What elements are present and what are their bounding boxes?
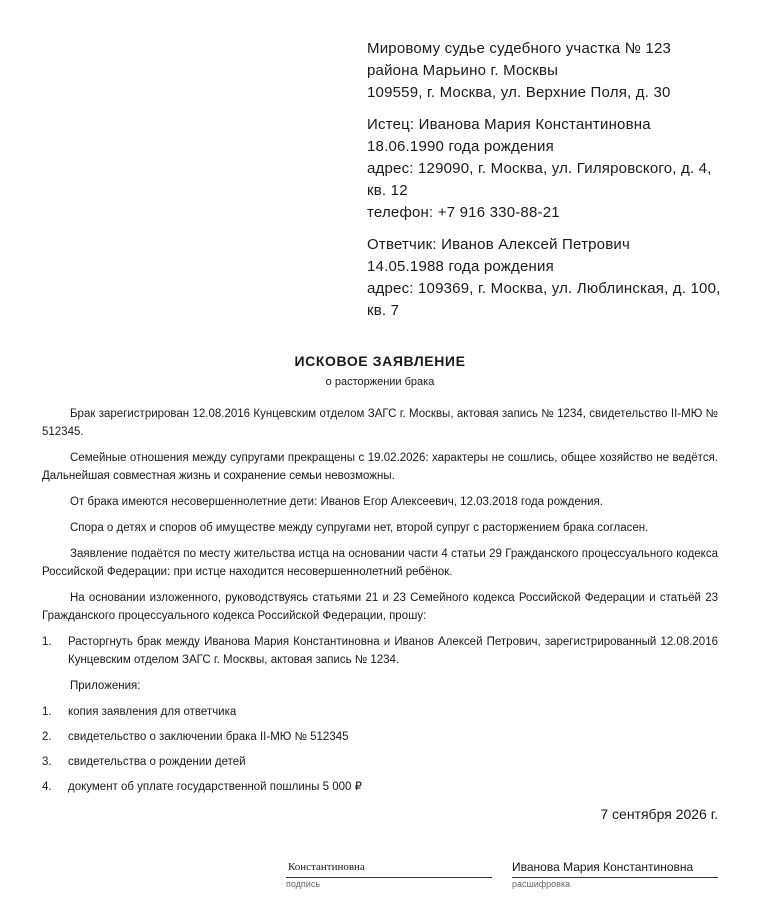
attachment-text: документ об уплате государственной пошлины 5 000 ₽ [68,781,362,793]
attachment-text: свидетельства о рождении детей [68,756,246,768]
request-number: 1. [42,636,52,648]
court-line: 109559, г. Москва, ул. Верхние Поля, д. 30 [367,84,671,101]
name-caption: расшифровка [512,879,571,889]
request-text: Расторгнуть брак между Иванова Мария Константиновна и Иванов Алексей Петрович, зарегистрированный 12.08.2016 Кунцевским отделом ЗАГС г. Москвы, актовая запись № 1234. [68,636,718,666]
attachments-heading: Приложения: [70,680,141,692]
signature-field [286,858,492,889]
plaintiff-line: 18.06.1990 года рождения [367,138,554,155]
defendant-block [367,234,727,322]
name-line: Иванова Мария Константиновна [512,858,718,878]
attachment-number: 1. [42,706,52,718]
document-header [367,38,727,332]
document-title: ИСКОВОЕ ЗАЯВЛЕНИЕ [294,353,466,369]
plaintiff-block [367,114,727,224]
attachment-item [42,753,718,771]
paragraph: Семейные отношения между супругами прекращены с 19.02.2026: характеры не сошлись, общее хозяйство не ведётся. Дальнейшая совместная жизнь и сохранение семьи невозможны. [42,452,718,482]
plaintiff-line: адрес: 129090, г. Москва, ул. Гиляровского, д. 4, кв. 12 [367,160,712,199]
court-line: района Марьино г. Москвы [367,62,559,79]
paragraph: На основании изложенного, руководствуясь статьями 21 и 23 Семейного кодекса Российской Федерации и статьёй 23 Гражданского процессуального кодекса Российской Федерации, прошу: [42,592,718,622]
paragraph: Заявление подаётся по месту жительства истца на основании части 4 статьи 29 Гражданского процессуального кодекса Российской Федерации: при истце находится несовершеннолетний ребёнок. [42,548,718,578]
attachment-item [42,703,718,721]
request-item [42,633,718,669]
attachment-item [42,778,718,796]
paragraph: От брака имеются несовершеннолетние дети: Иванов Егор Алексеевич, 12.03.2018 года рождения. [70,496,603,508]
attachment-text: свидетельство о заключении брака II-МЮ № 512345 [68,731,349,743]
paragraph: Спора о детях и споров об имуществе между супругами нет, второй супруг с расторжением брака согласен. [70,522,649,534]
defendant-line: адрес: 109369, г. Москва, ул. Люблинская, д. 100, кв. 7 [367,280,721,319]
document-subtitle: о расторжении брака [325,376,435,388]
name-field [512,858,718,889]
paragraph: Брак зарегистрирован 12.08.2016 Кунцевским отделом ЗАГС г. Москвы, актовая запись № 1234, свидетельство II-МЮ № 512345. [42,408,718,438]
court-block [367,38,727,104]
defendant-line: Ответчик: Иванов Алексей Петрович [367,236,630,253]
plaintiff-line: Истец: Иванова Мария Константиновна [367,116,651,133]
attachment-text: копия заявления для ответчика [68,706,237,718]
attachment-item [42,728,718,746]
attachment-number: 2. [42,731,52,743]
document-date: 7 сентября 2026 г. [600,806,718,822]
signature-line: Константиновна [286,858,492,878]
signature-caption: подпись [286,879,321,889]
document-body [42,405,718,803]
court-line: Мировому судье судебного участка № 123 [367,40,672,57]
attachment-number: 4. [42,781,52,793]
defendant-line: 14.05.1988 года рождения [367,258,554,275]
attachment-number: 3. [42,756,52,768]
plaintiff-line: телефон: +7 916 330-88-21 [367,204,560,221]
